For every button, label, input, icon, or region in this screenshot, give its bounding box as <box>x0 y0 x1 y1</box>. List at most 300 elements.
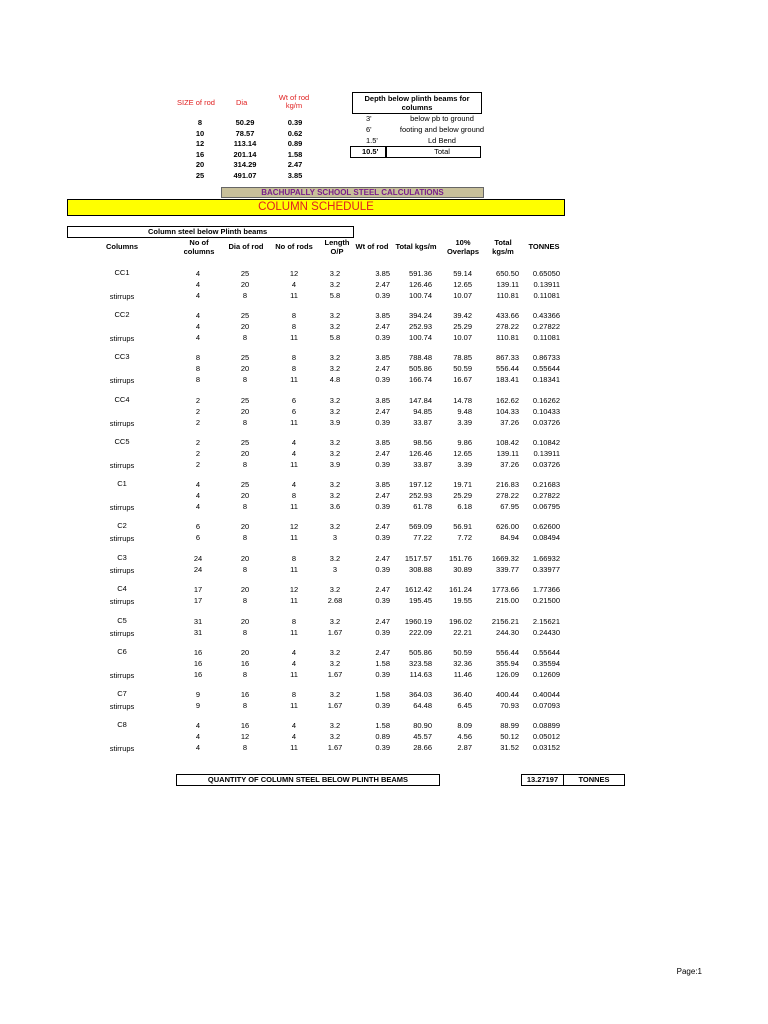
overlap-cell: 50.59 <box>453 364 472 373</box>
total-kgs-cell: 222.09 <box>409 627 432 637</box>
total-kgs-cell: 98.56 <box>413 438 432 447</box>
tonnes-cell: 0.05012 <box>532 732 560 741</box>
row-label: stirrups <box>109 333 135 343</box>
dia-cell: 8 <box>242 627 248 637</box>
rod-size-cell: 8 <box>197 118 203 127</box>
depth-value: 1.5' <box>366 136 378 145</box>
row-label: C5 <box>117 616 127 625</box>
rod-table-row <box>170 171 320 182</box>
total-kgs-m-cell: 139.11 <box>496 449 519 458</box>
depth-label: Ld Bend <box>428 136 456 145</box>
no-of-rods-cell: 8 <box>291 554 297 563</box>
no-of-rods-cell: 8 <box>291 491 297 500</box>
dia-cell: 8 <box>242 459 248 469</box>
total-kgs-cell: 126.46 <box>409 449 432 458</box>
rod-size-cell: 25 <box>195 170 205 180</box>
no-of-rods-cell: 8 <box>291 617 297 626</box>
total-kgs-cell: 28.66 <box>413 742 432 752</box>
total-kgs-cell: 252.93 <box>409 491 432 500</box>
no-of-columns-cell: 4 <box>195 322 201 331</box>
tonnes-cell: 0.11081 <box>533 332 560 342</box>
no-of-columns-cell: 4 <box>195 332 201 342</box>
wt-cell: 2.47 <box>375 617 390 626</box>
depth-row <box>352 125 492 136</box>
no-of-columns-cell: 4 <box>195 290 201 300</box>
overlap-cell: 78.85 <box>453 353 472 362</box>
rod-weight-cell: 0.39 <box>287 118 303 127</box>
row-label: CC4 <box>114 395 130 404</box>
no-of-columns-cell: 4 <box>195 721 201 730</box>
no-of-columns-cell: 2 <box>195 407 201 416</box>
no-of-rods-cell: 11 <box>290 700 298 710</box>
no-of-columns-cell: 4 <box>195 501 201 511</box>
no-of-columns-cell: 2 <box>195 396 201 405</box>
no-of-rods-cell: 11 <box>290 374 298 384</box>
dia-cell: 8 <box>242 595 248 605</box>
length-cell: 3 <box>332 532 338 542</box>
overlap-cell: 19.55 <box>453 595 472 605</box>
wt-cell: 3.85 <box>375 480 390 489</box>
tonnes-cell: 0.16262 <box>532 396 560 405</box>
dia-cell: 25 <box>240 353 250 362</box>
no-of-rods-cell: 11 <box>290 417 298 427</box>
tonnes-cell: 0.27822 <box>532 322 560 331</box>
dia-cell: 8 <box>242 532 248 542</box>
dia-cell: 20 <box>240 449 250 458</box>
length-cell: 3.2 <box>329 407 341 416</box>
dia-cell: 16 <box>240 690 250 699</box>
overlap-cell: 12.65 <box>453 449 472 458</box>
length-cell: 3.9 <box>329 459 341 469</box>
page-number: Page:1 <box>676 967 702 976</box>
total-kgs-m-cell: 104.33 <box>496 407 519 416</box>
dia-cell: 20 <box>240 617 250 626</box>
wt-cell: 2.47 <box>375 648 390 657</box>
total-kgs-cell: 505.86 <box>409 648 432 657</box>
no-of-columns-cell: 16 <box>193 648 203 657</box>
no-of-columns-cell: 2 <box>195 459 201 469</box>
dia-cell: 16 <box>240 721 250 730</box>
no-of-columns-cell: 8 <box>195 364 201 373</box>
length-cell: 1.67 <box>327 742 343 752</box>
quantity-label: QUANTITY OF COLUMN STEEL BELOW PLINTH BEAMS <box>176 774 440 786</box>
length-cell: 1.67 <box>327 669 343 679</box>
tonnes-cell: 0.55644 <box>532 648 560 657</box>
wt-cell: 2.47 <box>375 585 390 594</box>
no-of-columns-cell: 2 <box>195 438 201 447</box>
wt-cell: 0.39 <box>375 374 390 384</box>
total-kgs-m-cell: 37.26 <box>500 417 519 427</box>
wt-cell: 0.39 <box>375 627 390 637</box>
wt-cell: 0.89 <box>375 732 390 741</box>
no-of-rods-cell: 11 <box>290 332 298 342</box>
rod-weight-cell: 2.47 <box>287 160 303 170</box>
tonnes-cell: 0.10842 <box>532 438 560 447</box>
wt-cell: 3.85 <box>375 353 390 362</box>
overlap-cell: 11.46 <box>453 669 472 679</box>
header-dia-of-rod: Dia of rod <box>228 242 264 251</box>
length-cell: 3.2 <box>329 554 341 563</box>
no-of-rods-cell: 12 <box>289 585 299 594</box>
tonnes-cell: 0.08899 <box>532 721 560 730</box>
total-kgs-m-cell: 70.93 <box>500 700 519 710</box>
overlap-cell: 2.87 <box>457 742 472 752</box>
rod-weight-cell: 3.85 <box>287 170 303 180</box>
header-no-of-rods: No of rods <box>275 242 313 251</box>
rod-weight-cell: 0.62 <box>287 128 303 138</box>
row-label: stirrups <box>109 628 135 638</box>
rod-size-cell: 10 <box>195 128 205 138</box>
rod-table-row <box>170 118 320 129</box>
total-kgs-cell: 323.58 <box>409 659 432 668</box>
overlap-cell: 151.76 <box>449 554 472 563</box>
tonnes-cell: 0.13911 <box>533 280 560 289</box>
total-kgs-m-cell: 278.22 <box>496 322 519 331</box>
no-of-columns-cell: 4 <box>195 280 201 289</box>
wt-cell: 0.39 <box>375 564 390 574</box>
total-kgs-cell: 33.87 <box>413 417 432 427</box>
overlap-cell: 25.29 <box>453 322 472 331</box>
tonnes-cell: 0.03152 <box>532 742 560 752</box>
overlap-cell: 3.39 <box>457 417 472 427</box>
wt-cell: 0.39 <box>375 595 390 605</box>
row-label: CC2 <box>114 310 130 319</box>
section-title: Column steel below Plinth beams <box>67 226 354 238</box>
overlap-cell: 14.78 <box>453 396 472 405</box>
no-of-columns-cell: 4 <box>195 742 201 752</box>
overlap-cell: 19.71 <box>453 480 472 489</box>
total-kgs-cell: 505.86 <box>409 364 432 373</box>
tonnes-cell: 0.11081 <box>533 290 560 300</box>
rod-dia-cell: 50.29 <box>235 118 255 127</box>
tonnes-cell: 0.62600 <box>532 522 560 531</box>
tonnes-cell: 0.18341 <box>532 374 560 384</box>
no-of-rods-cell: 11 <box>290 290 298 300</box>
tonnes-cell: 0.65050 <box>532 269 560 278</box>
tonnes-cell: 0.03726 <box>532 459 560 469</box>
row-label: C8 <box>117 720 127 729</box>
total-kgs-cell: 61.78 <box>413 501 432 511</box>
length-cell: 3 <box>332 564 338 574</box>
length-cell: 3.2 <box>329 721 341 730</box>
total-kgs-cell: 45.57 <box>413 732 432 741</box>
header-no-of-columns: No of columns <box>183 238 215 256</box>
total-kgs-cell: 308.88 <box>409 564 432 574</box>
row-label: stirrups <box>109 743 135 753</box>
tonnes-cell: 2.15621 <box>532 617 560 626</box>
row-label: C7 <box>117 689 127 698</box>
wt-cell: 0.39 <box>375 459 390 469</box>
rod-dia-cell: 314.29 <box>233 160 257 170</box>
overlap-cell: 22.21 <box>453 627 472 637</box>
no-of-rods-cell: 8 <box>291 690 297 699</box>
row-label: stirrups <box>109 670 135 680</box>
overlap-cell: 25.29 <box>453 491 472 500</box>
no-of-columns-cell: 8 <box>195 374 201 384</box>
rod-weight-cell: 1.58 <box>287 149 303 159</box>
row-label: CC1 <box>114 268 130 277</box>
length-cell: 3.2 <box>329 690 341 699</box>
size-of-rod-header: SIZE of rod <box>177 98 215 107</box>
length-cell: 3.2 <box>329 438 341 447</box>
dia-cell: 25 <box>240 396 250 405</box>
wt-cell: 3.85 <box>375 438 390 447</box>
rod-table-row <box>170 150 320 161</box>
no-of-rods-cell: 11 <box>290 532 298 542</box>
length-cell: 3.2 <box>329 311 341 320</box>
overlap-cell: 59.14 <box>453 269 472 278</box>
no-of-columns-cell: 17 <box>193 595 203 605</box>
dia-cell: 20 <box>240 554 250 563</box>
total-kgs-cell: 100.74 <box>409 332 432 342</box>
tonnes-cell: 0.03726 <box>532 417 560 427</box>
row-label: stirrups <box>109 418 135 428</box>
no-of-columns-cell: 4 <box>195 480 201 489</box>
depth-value: 6' <box>366 125 372 134</box>
no-of-columns-cell: 4 <box>195 732 201 741</box>
dia-cell: 20 <box>240 648 250 657</box>
length-cell: 3.2 <box>329 491 341 500</box>
row-label: stirrups <box>109 701 135 711</box>
tonnes-cell: 0.07093 <box>532 700 560 710</box>
dia-cell: 25 <box>240 269 250 278</box>
total-kgs-m-cell: 650.50 <box>496 269 519 278</box>
total-kgs-cell: 33.87 <box>413 459 432 469</box>
dia-cell: 25 <box>240 438 250 447</box>
no-of-columns-cell: 31 <box>193 627 203 637</box>
total-kgs-m-cell: 1773.66 <box>491 585 519 594</box>
no-of-columns-cell: 4 <box>195 311 201 320</box>
tonnes-cell: 0.27822 <box>532 491 560 500</box>
length-cell: 1.67 <box>327 700 343 710</box>
total-kgs-cell: 394.24 <box>409 311 432 320</box>
length-cell: 5.8 <box>329 332 341 342</box>
header-columns: Columns <box>105 242 139 251</box>
no-of-columns-cell: 6 <box>195 532 201 542</box>
rod-dia-cell: 78.57 <box>235 128 255 138</box>
overlap-cell: 6.18 <box>457 501 472 511</box>
overlap-cell: 30.89 <box>453 564 472 574</box>
no-of-rods-cell: 11 <box>290 627 298 637</box>
row-label: C3 <box>117 553 127 562</box>
row-label: stirrups <box>109 533 135 543</box>
length-cell: 3.2 <box>329 732 341 741</box>
wt-cell: 0.39 <box>375 700 390 710</box>
wt-cell: 1.58 <box>375 659 390 668</box>
quantity-value: 13.27197 <box>521 774 564 786</box>
total-kgs-cell: 94.85 <box>413 407 432 416</box>
length-cell: 3.2 <box>329 585 341 594</box>
dia-cell: 8 <box>242 501 248 511</box>
dia-cell: 8 <box>242 700 248 710</box>
no-of-rods-cell: 8 <box>291 353 297 362</box>
no-of-rods-cell: 11 <box>290 564 298 574</box>
no-of-columns-cell: 2 <box>195 417 201 427</box>
no-of-columns-cell: 6 <box>195 522 201 531</box>
dia-cell: 8 <box>242 564 248 574</box>
length-cell: 1.67 <box>327 627 343 637</box>
overlap-cell: 8.09 <box>457 721 472 730</box>
total-kgs-m-cell: 110.81 <box>496 290 519 300</box>
length-cell: 5.8 <box>329 290 341 300</box>
rod-dia-cell: 491.07 <box>233 170 257 180</box>
total-kgs-m-cell: 278.22 <box>496 491 519 500</box>
wt-cell: 3.85 <box>375 396 390 405</box>
total-kgs-cell: 114.63 <box>409 669 432 679</box>
no-of-columns-cell: 4 <box>195 491 201 500</box>
depth-total-box <box>350 146 481 158</box>
total-kgs-cell: 591.36 <box>409 269 432 278</box>
rod-table-row <box>170 139 320 150</box>
header-total-kgs-m: Total kgs/m <box>492 238 514 256</box>
total-kgs-m-cell: 139.11 <box>496 280 519 289</box>
rod-dia-cell: 113.14 <box>233 139 257 149</box>
overlap-cell: 196.02 <box>449 617 472 626</box>
total-kgs-m-cell: 183.41 <box>496 374 519 384</box>
dia-cell: 8 <box>242 290 248 300</box>
row-label: stirrups <box>109 291 135 301</box>
no-of-columns-cell: 9 <box>195 700 201 710</box>
dia-cell: 20 <box>240 585 250 594</box>
header-total-kgs: Total kgs/m <box>395 242 437 251</box>
wt-cell: 2.47 <box>375 491 390 500</box>
overlap-cell: 6.45 <box>457 700 472 710</box>
no-of-rods-cell: 8 <box>291 311 297 320</box>
no-of-rods-cell: 6 <box>291 407 297 416</box>
dia-header: Dia <box>236 98 248 107</box>
tonnes-cell: 1.66932 <box>532 554 560 563</box>
dia-cell: 25 <box>240 311 250 320</box>
length-cell: 3.2 <box>329 396 341 405</box>
row-label: C1 <box>117 479 127 488</box>
total-kgs-m-cell: 400.44 <box>496 690 519 699</box>
total-kgs-cell: 195.45 <box>409 595 432 605</box>
wt-cell: 0.39 <box>375 669 390 679</box>
header-tonnes: TONNES <box>528 242 560 251</box>
dia-cell: 8 <box>242 332 248 342</box>
row-label: C4 <box>117 584 127 593</box>
dia-cell: 20 <box>240 280 250 289</box>
overlap-cell: 10.07 <box>453 332 472 342</box>
wt-cell: 1.58 <box>375 690 390 699</box>
no-of-columns-cell: 16 <box>193 669 203 679</box>
no-of-columns-cell: 9 <box>195 690 201 699</box>
wt-cell: 0.39 <box>375 290 390 300</box>
depth-label: footing and below ground <box>399 125 485 134</box>
total-kgs-cell: 364.03 <box>409 690 432 699</box>
rod-dia-cell: 201.14 <box>233 149 257 159</box>
row-label: C6 <box>117 647 127 656</box>
no-of-rods-cell: 4 <box>291 648 297 657</box>
total-kgs-m-cell: 31.52 <box>500 742 519 752</box>
total-kgs-cell: 77.22 <box>413 532 432 542</box>
row-label: stirrups <box>109 502 135 512</box>
no-of-columns-cell: 4 <box>195 269 201 278</box>
no-of-columns-cell: 16 <box>193 659 203 668</box>
wt-cell: 0.39 <box>375 417 390 427</box>
dia-cell: 8 <box>242 742 248 752</box>
row-label: CC3 <box>114 352 130 361</box>
total-kgs-cell: 1517.57 <box>404 554 432 563</box>
wt-of-rod-header: Wt of rod kg/m <box>278 93 310 110</box>
length-cell: 4.8 <box>329 374 341 384</box>
total-kgs-cell: 569.09 <box>409 522 432 531</box>
length-cell: 3.2 <box>329 449 341 458</box>
total-kgs-m-cell: 126.09 <box>496 669 519 679</box>
total-kgs-m-cell: 626.00 <box>496 522 519 531</box>
dia-cell: 8 <box>242 417 248 427</box>
no-of-columns-cell: 8 <box>195 353 201 362</box>
rod-size-cell: 12 <box>195 139 205 149</box>
wt-cell: 3.85 <box>375 269 390 278</box>
total-kgs-m-cell: 1669.32 <box>491 554 519 563</box>
total-kgs-m-cell: 244.30 <box>496 627 519 637</box>
length-cell: 3.2 <box>329 280 341 289</box>
total-kgs-cell: 1960.19 <box>404 617 432 626</box>
dia-cell: 16 <box>240 659 250 668</box>
wt-cell: 0.39 <box>375 742 390 752</box>
total-kgs-m-cell: 110.81 <box>496 332 519 342</box>
overlap-cell: 12.65 <box>453 280 472 289</box>
overlap-cell: 161.24 <box>449 585 472 594</box>
rod-weight-cell: 0.89 <box>287 139 303 149</box>
no-of-rods-cell: 4 <box>291 280 297 289</box>
no-of-columns-cell: 17 <box>193 585 203 594</box>
total-kgs-m-cell: 433.66 <box>496 311 519 320</box>
tonnes-cell: 0.10433 <box>532 407 560 416</box>
header-wt-of-rod: Wt of rod <box>355 242 389 251</box>
row-label: C2 <box>117 521 127 530</box>
length-cell: 2.68 <box>327 595 343 605</box>
total-kgs-cell: 197.12 <box>409 480 432 489</box>
dia-cell: 20 <box>240 407 250 416</box>
row-label: stirrups <box>109 596 135 606</box>
depth-title: Depth below plinth beams for columns <box>352 92 482 114</box>
rod-size-table <box>170 94 320 182</box>
depth-row <box>352 114 492 125</box>
total-kgs-cell: 252.93 <box>409 322 432 331</box>
tonnes-cell: 0.24430 <box>532 627 560 637</box>
tonnes-cell: 0.06795 <box>532 501 560 511</box>
wt-cell: 2.47 <box>375 364 390 373</box>
total-kgs-cell: 64.48 <box>413 700 432 710</box>
header-overlaps: 10% Overlaps <box>446 238 480 256</box>
total-kgs-m-cell: 355.94 <box>496 659 519 668</box>
total-kgs-m-cell: 108.42 <box>496 438 519 447</box>
row-label: stirrups <box>109 375 135 385</box>
rod-table-row <box>170 129 320 140</box>
wt-cell: 0.39 <box>375 332 390 342</box>
rod-table-header <box>170 94 320 118</box>
total-kgs-m-cell: 88.99 <box>500 721 519 730</box>
depth-value: 3' <box>366 114 372 123</box>
length-cell: 3.2 <box>329 480 341 489</box>
overlap-cell: 4.56 <box>457 732 472 741</box>
depth-total-divider <box>385 146 387 158</box>
total-kgs-m-cell: 215.00 <box>496 595 519 605</box>
tonnes-cell: 0.12609 <box>532 669 560 679</box>
rod-size-cell: 20 <box>195 160 205 170</box>
total-kgs-m-cell: 216.83 <box>496 480 519 489</box>
no-of-rods-cell: 11 <box>290 669 298 679</box>
length-cell: 3.2 <box>329 322 341 331</box>
tonnes-cell: 0.86733 <box>532 353 560 362</box>
no-of-rods-cell: 11 <box>290 501 298 511</box>
dia-cell: 25 <box>240 480 250 489</box>
total-kgs-m-cell: 84.94 <box>500 532 519 542</box>
wt-cell: 2.47 <box>375 522 390 531</box>
school-banner: BACHUPALLY SCHOOL STEEL CALCULATIONS <box>221 187 484 198</box>
